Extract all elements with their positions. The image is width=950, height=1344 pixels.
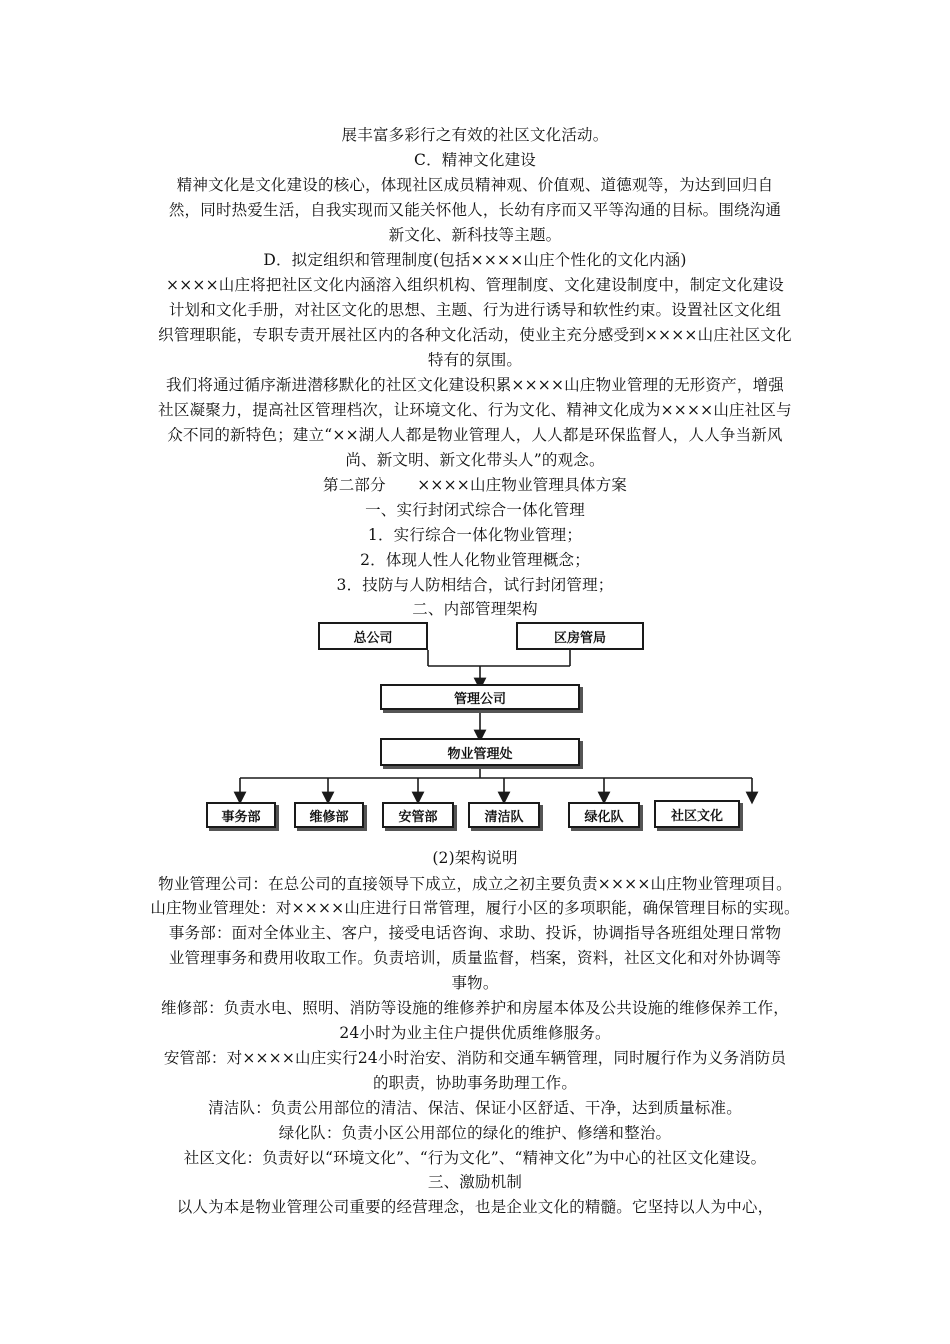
section-heading-1: 一、实行封闭式综合一体化管理 bbox=[365, 501, 585, 519]
section-heading-2: 二、内部管理架构 bbox=[412, 600, 538, 618]
org-box-head-company: 总公司 bbox=[318, 622, 428, 650]
text-line: 安管部：对××××山庄实行24小时治安、消防和交通车辆管理，同时履行作为义务消防员 bbox=[163, 1049, 787, 1067]
org-box-maintenance-dept: 维修部 bbox=[294, 802, 364, 828]
section-heading-3: 三、激励机制 bbox=[427, 1173, 523, 1191]
org-box-security-dept: 安管部 bbox=[382, 802, 454, 828]
section-heading-d: D．拟定组织和管理制度(包括××××山庄个性化的文化内涵) bbox=[263, 251, 687, 269]
org-box-management-company: 管理公司 bbox=[380, 684, 580, 710]
text-line: 展丰富多彩行之有效的社区文化活动。 bbox=[341, 126, 609, 144]
text-line: 业管理事务和费用收取工作。负责培训，质量监督，档案，资料，社区文化和对外协调等 bbox=[168, 949, 782, 967]
org-chart bbox=[200, 618, 760, 838]
org-box-affairs-dept: 事务部 bbox=[206, 802, 276, 828]
text-line: 的职责，协助事务助理工作。 bbox=[372, 1074, 578, 1092]
list-item: 1．实行综合一体化物业管理； bbox=[367, 526, 583, 544]
org-box-cleaning-team: 清洁队 bbox=[468, 802, 540, 828]
text-line: 然，同时热爱生活，自我实现而又能关怀他人，长幼有序而又平等沟通的目标。围绕沟通 bbox=[168, 201, 782, 219]
subsection-heading: (2)架构说明 bbox=[432, 849, 518, 867]
part-heading: 第二部分 ××××山庄物业管理具体方案 bbox=[323, 476, 627, 494]
text-line: 尚、新文明、新文化带头人”的观念。 bbox=[345, 451, 605, 469]
text-line: 特有的氛围。 bbox=[427, 351, 523, 369]
text-line: 24小时为业主住户提供优质维修服务。 bbox=[339, 1024, 611, 1042]
text-line: 维修部：负责水电、照明、消防等设施的维修养护和房屋本体及公共设施的维修保养工作， bbox=[160, 999, 789, 1017]
org-box-community-culture: 社区文化 bbox=[654, 800, 740, 828]
text-line: 物业管理公司：在总公司的直接领导下成立，成立之初主要负责××××山庄物业管理项目。 bbox=[158, 875, 792, 893]
text-line: 事物。 bbox=[451, 974, 499, 992]
text-line: ××××山庄将把社区文化内涵溶入组织机构、管理制度、文化建设制度中，制定文化建设 bbox=[166, 276, 784, 294]
list-item: 3．技防与人防相结合，试行封闭管理； bbox=[336, 576, 614, 594]
text-line: 山庄物业管理处：对××××山庄进行日常管理，履行小区的多项职能，确保管理目标的实现。 bbox=[150, 899, 800, 917]
text-line: 织管理职能，专职专责开展社区内的各种文化活动，使业主充分感受到××××山庄社区文化 bbox=[158, 326, 792, 344]
text-line: 社区凝聚力，提高社区管理档次，让环境文化、行为文化、精神文化成为××××山庄社区与 bbox=[158, 401, 792, 419]
text-line: 清洁队：负责公用部位的清洁、保洁、保证小区舒适、干净，达到质量标准。 bbox=[208, 1099, 742, 1117]
section-heading-c: C．精神文化建设 bbox=[414, 151, 536, 169]
text-line: 绿化队：负责小区公用部位的绿化的维护、修缮和整治。 bbox=[278, 1124, 672, 1142]
text-line: 计划和文化手册，对社区文化的思想、主题、行为进行诱导和软性约束。设置社区文化组 bbox=[168, 301, 782, 319]
text-line: 精神文化是文化建设的核心，体现社区成员精神观、价值观、道德观等，为达到回归自 bbox=[176, 176, 774, 194]
text-line: 以人为本是物业管理公司重要的经营理念，也是企业文化的精髓。它坚持以人为中心， bbox=[176, 1198, 774, 1216]
org-box-property-office: 物业管理处 bbox=[380, 738, 580, 766]
list-item: 2．体现人性人化物业管理概念； bbox=[360, 551, 590, 569]
text-line: 我们将通过循序渐进潜移默化的社区文化建设积累××××山庄物业管理的无形资产，增强 bbox=[166, 376, 784, 394]
text-line: 社区文化：负责好以“环境文化”、“行为文化”、“精神文化”为中心的社区文化建设。 bbox=[183, 1149, 767, 1167]
text-line: 众不同的新特色；建立“××湖人人都是物业管理人，人人都是环保监督人，人人争当新风 bbox=[167, 426, 783, 444]
org-box-housing-bureau: 区房管局 bbox=[516, 622, 644, 650]
text-line: 事务部：面对全体业主、客户，接受电话咨询、求助、投诉，协调指导各班组处理日常物 bbox=[168, 924, 782, 942]
text-line: 新文化、新科技等主题。 bbox=[388, 226, 562, 244]
org-box-greening-team: 绿化队 bbox=[568, 802, 640, 828]
